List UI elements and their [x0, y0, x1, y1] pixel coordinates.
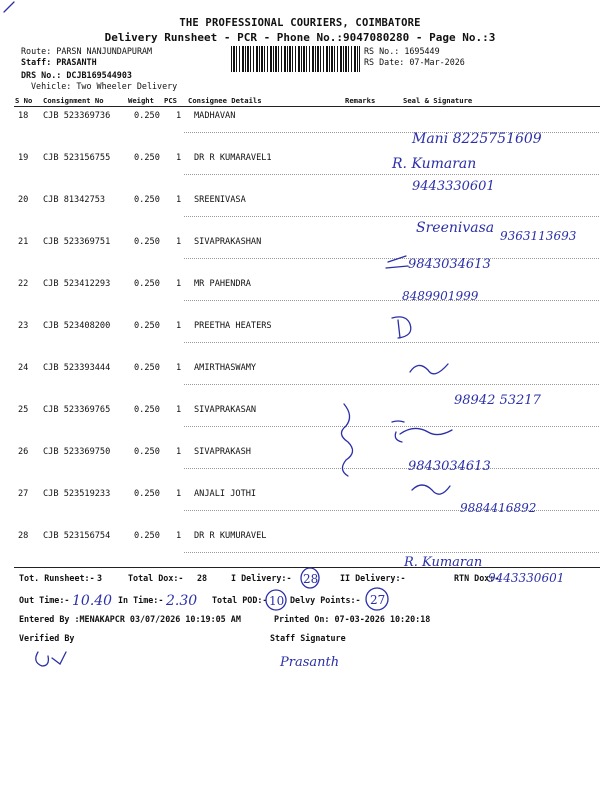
signature-24-stroke — [410, 364, 448, 374]
strike-mark — [386, 256, 408, 268]
total-pod-label: Total POD:- — [212, 595, 268, 605]
table-row: 18 CJB 523369736 0.250 1 MADHAVAN — [18, 111, 236, 121]
col-sno: S No — [15, 96, 33, 105]
rtn-dox-label: RTN Dox:- — [454, 573, 500, 583]
runsheet-title: Delivery Runsheet - PCR - Phone No.:9047080280 - Page No.:3 — [104, 31, 496, 44]
table-row: 22 CJB 523412293 0.250 1 MR PAHENDRA — [18, 279, 251, 289]
i-delivery-label: I Delivery:- — [231, 573, 292, 583]
staff-signature-label: Staff Signature — [270, 633, 346, 643]
table-row: 28 CJB 523156754 0.250 1 DR R KUMURAVEL — [18, 531, 267, 541]
pod-value: 10 — [269, 594, 285, 608]
table-row: 25 CJB 523369765 0.250 1 SIVAPRAKASAN — [18, 405, 257, 415]
tot-runsheet-value: 3 — [97, 573, 103, 583]
total-dox-label: Total Dox:- — [128, 573, 184, 583]
sig-26: 9843034613 — [408, 459, 491, 474]
table-row: 21 CJB 523369751 0.250 1 SIVAPRAKASHAN — [18, 237, 262, 247]
route: Route: PARSN NANJUNDAPURAM — [21, 46, 153, 56]
in-time-value: 2.30 — [166, 593, 198, 609]
in-time-label: In Time:- — [118, 595, 164, 605]
table-row: 20 CJB 81342753 0.250 1 SREENIVASA — [18, 195, 246, 205]
delvy-points-label: Delvy Points:- — [290, 595, 361, 605]
printed-on: Printed On: 07-03-2026 10:20:18 — [274, 614, 431, 624]
out-time-label: Out Time:- — [19, 595, 70, 605]
sig-22a: 9843034613 — [408, 257, 491, 272]
sig-22b: 8489901999 — [402, 289, 479, 303]
table-row: 24 CJB 523393444 0.250 1 AMIRTHASWAMY — [18, 363, 257, 373]
vehicle: Vehicle: Two Wheeler Delivery — [31, 81, 178, 91]
sig-18: Mani 8225751609 — [412, 131, 542, 147]
col-consignee: Consignee Details — [188, 96, 262, 105]
verified-signature — [36, 652, 66, 666]
signature-26-stroke — [400, 428, 452, 434]
col-consignment: Consignment No — [43, 96, 104, 105]
sig-19b: 9443330601 — [412, 179, 495, 194]
staff: Staff: PRASANTH — [21, 57, 97, 67]
sig-24: 98942 53217 — [454, 393, 541, 408]
col-weight: Weight — [128, 96, 154, 105]
scribble — [392, 421, 404, 442]
signature-27-stroke — [412, 485, 450, 494]
sig-28b: 9443330601 — [488, 571, 565, 585]
sig-19a: R. Kumaran — [392, 156, 477, 172]
table-row: 23 CJB 523408200 0.250 1 PREETHA HEATERS — [18, 321, 272, 331]
sig-27: 9884416892 — [460, 501, 537, 515]
rs-no: RS No.: 1695449 — [364, 46, 440, 56]
entered-by: Entered By :MENAKAPCR 03/07/2026 10:19:05 AM — [19, 614, 241, 624]
total-dox-value: 28 — [197, 573, 208, 583]
company-title: THE PROFESSIONAL COURIERS, COIMBATORE — [179, 17, 421, 29]
sig-28: R. Kumaran — [404, 555, 483, 570]
table-row: 26 CJB 523369750 0.250 1 SIVAPRAKASH — [18, 447, 251, 457]
ii-delivery-label: II Delivery:- — [340, 573, 406, 583]
bracket-mark — [341, 404, 352, 476]
rs-date: RS Date: 07-Mar-2026 — [364, 57, 465, 67]
delivery-count-value: 28 — [303, 572, 319, 586]
sig-21b: 9363113693 — [500, 229, 577, 243]
col-seal: Seal & Signature — [403, 96, 473, 105]
table-row: 27 CJB 523519233 0.250 1 ANJALI JOTHI — [18, 489, 257, 499]
staff-signature: Prasanth — [280, 655, 340, 670]
corner-mark — [4, 2, 14, 12]
verified-by-label: Verified By — [19, 633, 75, 643]
table-row: 19 CJB 523156755 0.250 1 DR R KUMARAVEL1 — [18, 153, 272, 163]
out-time-value: 10.40 — [72, 593, 113, 609]
signature-23 — [392, 317, 411, 338]
sig-21a: Sreenivasa — [416, 220, 495, 236]
drs-no: DRS No.: DCJB169544903 — [21, 70, 132, 80]
points-value: 27 — [370, 593, 386, 607]
col-pcs: PCS — [164, 96, 177, 105]
tot-runsheet-label: Tot. Runsheet:- — [19, 573, 95, 583]
col-remarks: Remarks — [345, 96, 376, 105]
